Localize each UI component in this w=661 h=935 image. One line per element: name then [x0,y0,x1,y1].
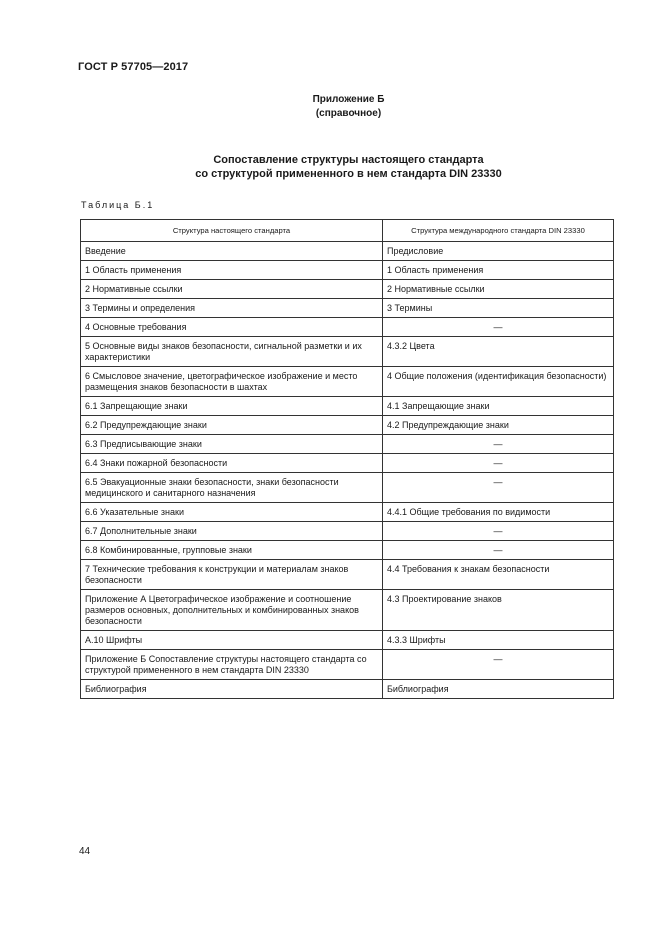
cell-din-standard: — [383,435,614,454]
cell-this-standard: 3 Термины и определения [81,299,383,318]
table-row [81,261,614,280]
cell-din-standard: Предисловие [383,242,614,261]
table-row [81,242,614,261]
cell-this-standard: 6.8 Комбинированные, групповые знаки [81,541,383,560]
table-row [81,522,614,541]
table-row [81,560,614,590]
section-heading-line-1: Сопоставление структуры настоящего стандарта [213,154,484,166]
cell-din-standard: — [383,473,614,503]
cell-this-standard: 1 Область применения [81,261,383,280]
cell-din-standard: 3 Термины [383,299,614,318]
cell-din-standard: — [383,318,614,337]
cell-this-standard: Введение [81,242,383,261]
cell-this-standard: 6.7 Дополнительные знаки [81,522,383,541]
cell-din-standard: 1 Область применения [383,261,614,280]
cell-this-standard: Приложение А Цветографическое изображение и соотношение размеров основных, дополнительных и комбинированных знаков безопасности [81,590,383,631]
cell-din-standard: — [383,650,614,680]
cell-this-standard: А.10 Шрифты [81,631,383,650]
cell-din-standard: — [383,522,614,541]
table-row [81,397,614,416]
appendix-title: Приложение Б [312,94,385,105]
appendix-subtitle: (справочное) [315,108,382,119]
cell-din-standard: 4.2 Предупреждающие знаки [383,416,614,435]
cell-this-standard: 5 Основные виды знаков безопасности, сигнальной разметки и их характеристики [81,337,383,367]
table-row [81,337,614,367]
table-row [81,299,614,318]
table-row [81,590,614,631]
cell-this-standard: 4 Основные требования [81,318,383,337]
column-header-din-standard: Структура международного стандарта DIN 23330 [383,220,614,242]
cell-this-standard: 2 Нормативные ссылки [81,280,383,299]
cell-this-standard: 6.1 Запрещающие знаки [81,397,383,416]
section-heading-line-2: со структурой примененного в нем стандарта DIN 23330 [195,168,502,180]
cell-din-standard: 4.3.2 Цвета [383,337,614,367]
table-row [81,473,614,503]
cell-din-standard: 4.3 Проектирование знаков [383,590,614,631]
table-row [81,650,614,680]
table-row [81,503,614,522]
section-heading [0,153,661,181]
cell-this-standard: 6.5 Эвакуационные знаки безопасности, знаки безопасности медицинского и санитарного назначения [81,473,383,503]
cell-din-standard: — [383,541,614,560]
cell-din-standard: — [383,454,614,473]
cell-this-standard: 7 Технические требования к конструкции и материалам знаков безопасности [81,560,383,590]
table-row [81,631,614,650]
table-row [81,454,614,473]
cell-din-standard: 2 Нормативные ссылки [383,280,614,299]
table-row [81,318,614,337]
cell-this-standard: Приложение Б Сопоставление структуры настоящего стандарта со структурой примененного в нем стандарта DIN 23330 [81,650,383,680]
table-row [81,435,614,454]
table-header-row [81,220,614,242]
table-row [81,680,614,699]
cell-din-standard: 4.3.3 Шрифты [383,631,614,650]
comparison-table [80,219,614,699]
cell-din-standard: 4 Общие положения (идентификация безопасности) [383,367,614,397]
cell-this-standard: 6.4 Знаки пожарной безопасности [81,454,383,473]
cell-din-standard: 4.1 Запрещающие знаки [383,397,614,416]
table-row [81,541,614,560]
cell-din-standard: 4.4 Требования к знакам безопасности [383,560,614,590]
cell-this-standard: 6 Смысловое значение, цветографическое изображение и место размещения знаков безопасности в шахтах [81,367,383,397]
table-row [81,280,614,299]
table-label: Таблица Б.1 [81,200,155,210]
cell-this-standard: Библиография [81,680,383,699]
cell-this-standard: 6.3 Предписывающие знаки [81,435,383,454]
table-row [81,416,614,435]
column-header-this-standard: Структура настоящего стандарта [81,220,383,242]
cell-din-standard: Библиография [383,680,614,699]
page-number: 44 [79,846,91,857]
appendix-heading [0,93,661,121]
cell-this-standard: 6.2 Предупреждающие знаки [81,416,383,435]
cell-this-standard: 6.6 Указательные знаки [81,503,383,522]
table-row [81,367,614,397]
cell-din-standard: 4.4.1 Общие требования по видимости [383,503,614,522]
document-code: ГОСТ Р 57705—2017 [78,61,189,73]
table-body [81,242,614,699]
